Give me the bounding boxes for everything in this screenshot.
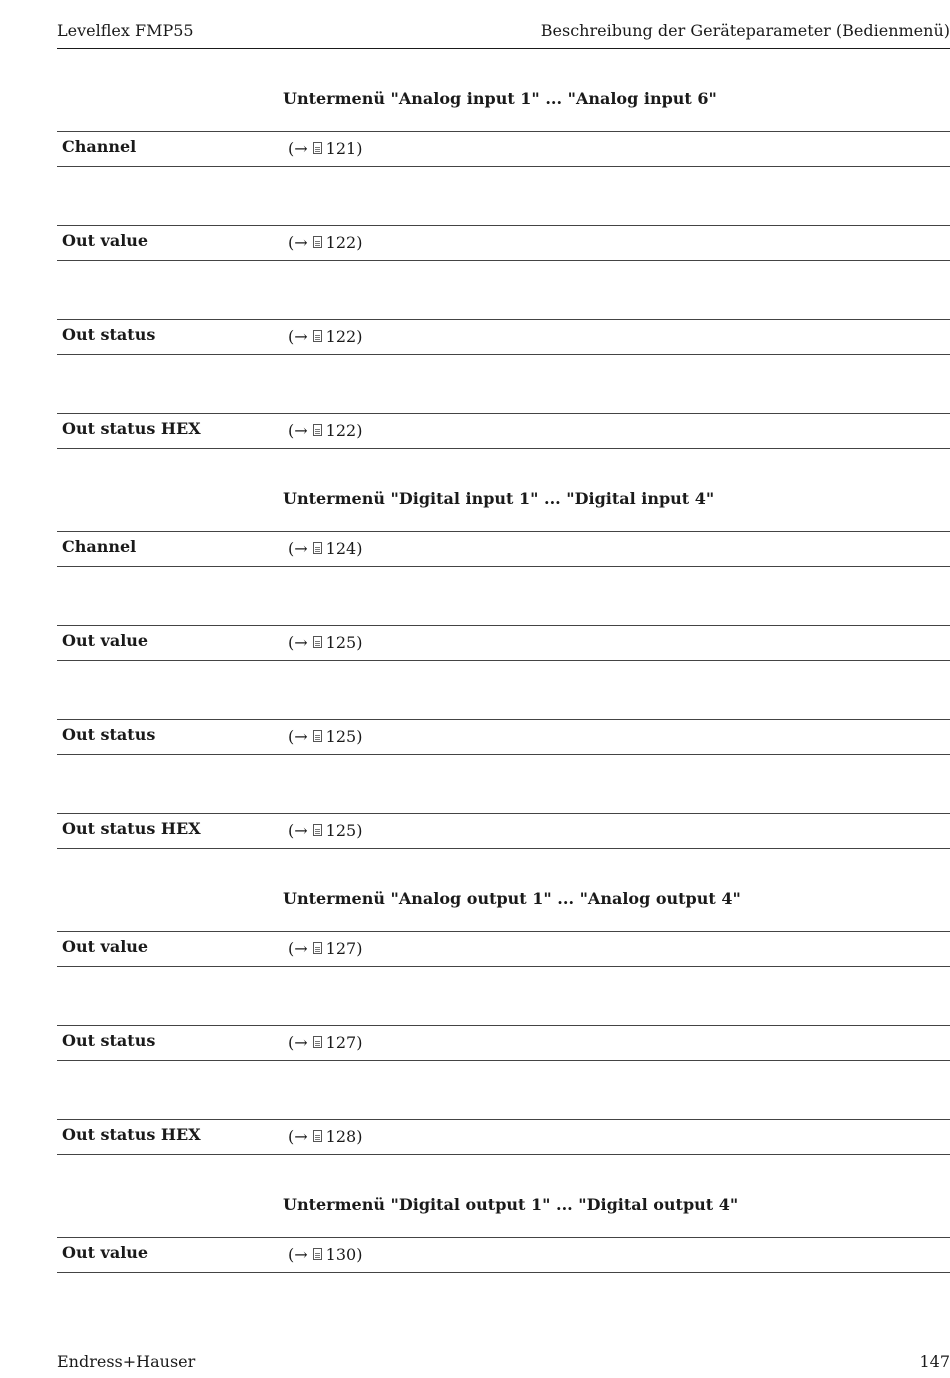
ref-page-number: 121) — [325, 139, 363, 158]
page-reference-link[interactable] — [288, 1033, 362, 1052]
submenu-section-digital-input — [57, 449, 950, 849]
page-reference-icon — [313, 942, 322, 954]
section-title: Untermenü "Analog input 1" ... "Analog input 6" — [283, 89, 717, 108]
header-chapter-title: Beschreibung der Geräteparameter (Bedienmenü) — [540, 21, 950, 40]
section-heading — [57, 849, 950, 931]
page-reference-icon — [313, 1130, 322, 1142]
ref-arrow: (→ — [288, 539, 308, 558]
ref-page-number: 125) — [325, 821, 363, 840]
page-reference-link[interactable] — [288, 939, 362, 958]
param-name: Out status HEX — [62, 419, 201, 438]
page-number: 147 — [919, 1352, 950, 1371]
ref-page-number: 128) — [325, 1127, 363, 1146]
ref-page-number: 122) — [325, 421, 363, 440]
section-heading — [57, 449, 950, 531]
param-row — [57, 1237, 950, 1273]
page-reference-icon — [313, 542, 322, 554]
ref-arrow: (→ — [288, 233, 308, 252]
page-reference-link[interactable] — [288, 421, 362, 440]
parameter-content — [57, 49, 950, 1273]
param-row — [57, 1025, 950, 1061]
page-reference-link[interactable] — [288, 327, 362, 346]
page-reference-link[interactable] — [288, 727, 362, 746]
ref-page-number: 122) — [325, 233, 363, 252]
ref-arrow: (→ — [288, 1127, 308, 1146]
param-name: Out status HEX — [62, 819, 201, 838]
page-header — [57, 0, 950, 49]
ref-arrow: (→ — [288, 421, 308, 440]
section-title: Untermenü "Digital output 1" ... "Digital output 4" — [283, 1195, 739, 1214]
param-row — [57, 413, 950, 449]
param-row — [57, 719, 950, 755]
param-row — [57, 813, 950, 849]
param-name: Out status — [62, 1031, 156, 1050]
page-reference-icon — [313, 636, 322, 648]
submenu-section-analog-output — [57, 849, 950, 1155]
section-title: Untermenü "Analog output 1" ... "Analog output 4" — [283, 889, 741, 908]
page-reference-link[interactable] — [288, 539, 362, 558]
param-name: Channel — [62, 537, 137, 556]
ref-page-number: 125) — [325, 633, 363, 652]
param-row — [57, 531, 950, 567]
param-name: Out status HEX — [62, 1125, 201, 1144]
page-reference-icon — [313, 730, 322, 742]
param-row — [57, 131, 950, 167]
param-row — [57, 319, 950, 355]
page-reference-icon — [313, 1248, 322, 1260]
ref-arrow: (→ — [288, 821, 308, 840]
param-name: Out value — [62, 937, 149, 956]
param-name: Channel — [62, 137, 137, 156]
ref-arrow: (→ — [288, 1033, 308, 1052]
ref-arrow: (→ — [288, 139, 308, 158]
section-heading — [57, 1155, 950, 1237]
page-reference-icon — [313, 330, 322, 342]
page-reference-link[interactable] — [288, 821, 362, 840]
page-reference-icon — [313, 824, 322, 836]
ref-page-number: 127) — [325, 1033, 363, 1052]
param-name: Out status — [62, 725, 156, 744]
ref-page-number: 122) — [325, 327, 363, 346]
submenu-section-analog-input — [57, 49, 950, 449]
page-reference-link[interactable] — [288, 233, 362, 252]
page-reference-link[interactable] — [288, 139, 362, 158]
param-name: Out value — [62, 1243, 149, 1262]
ref-page-number: 130) — [325, 1245, 363, 1264]
page-reference-link[interactable] — [288, 1245, 362, 1264]
param-row — [57, 225, 950, 261]
page-reference-link[interactable] — [288, 633, 362, 652]
param-name: Out status — [62, 325, 156, 344]
ref-arrow: (→ — [288, 327, 308, 346]
page-reference-icon — [313, 236, 322, 248]
ref-arrow: (→ — [288, 633, 308, 652]
submenu-section-digital-output — [57, 1155, 950, 1273]
ref-arrow: (→ — [288, 939, 308, 958]
page-reference-icon — [313, 142, 322, 154]
ref-page-number: 127) — [325, 939, 363, 958]
param-name: Out value — [62, 231, 149, 250]
section-heading — [57, 49, 950, 131]
ref-page-number: 124) — [325, 539, 363, 558]
param-row — [57, 931, 950, 967]
param-name: Out value — [62, 631, 149, 650]
page-reference-icon — [313, 1036, 322, 1048]
ref-arrow: (→ — [288, 1245, 308, 1264]
param-row — [57, 625, 950, 661]
ref-page-number: 125) — [325, 727, 363, 746]
ref-arrow: (→ — [288, 727, 308, 746]
page-reference-icon — [313, 424, 322, 436]
section-title: Untermenü "Digital input 1" ... "Digital input 4" — [283, 489, 715, 508]
header-product-name: Levelflex FMP55 — [57, 21, 194, 40]
page-reference-link[interactable] — [288, 1127, 362, 1146]
footer-company: Endress+Hauser — [57, 1352, 196, 1371]
param-row — [57, 1119, 950, 1155]
